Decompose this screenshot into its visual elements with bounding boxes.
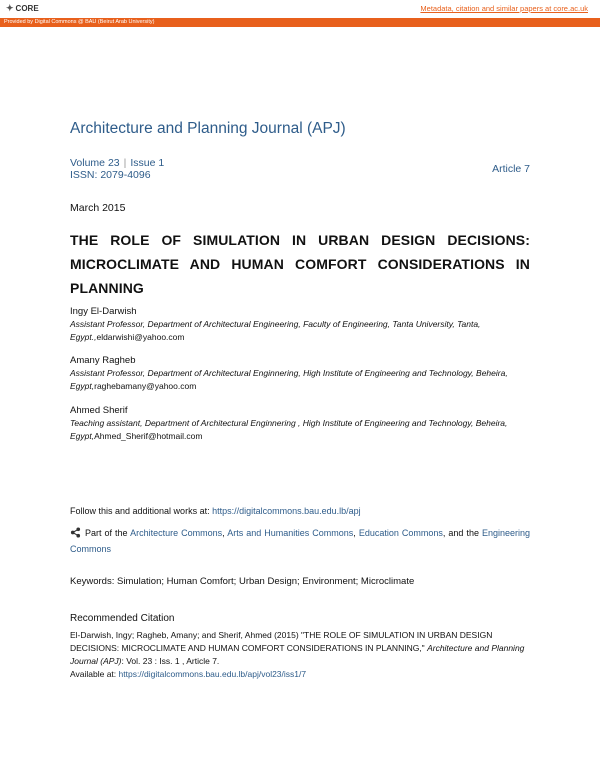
author-affiliation: [70, 367, 530, 393]
core-metadata-link[interactable]: Metadata, citation and similar papers at core.ac.uk: [420, 4, 588, 13]
affiliation-text: Teaching assistant, Department of Architectural Enginnering , High Institute of Engineering and Technology, Beheira, Egypt,: [70, 418, 508, 441]
author-block: [70, 405, 530, 443]
core-logo[interactable]: [6, 3, 39, 14]
follow-text: Follow this and additional works at:: [70, 506, 213, 516]
follow-link[interactable]: https://digitalcommons.bau.edu.lb/apj: [212, 506, 361, 516]
part-of-separator: , and the: [442, 528, 482, 538]
publication-date: March 2015: [70, 202, 126, 214]
keywords-text: Simulation; Human Comfort; Urban Design; Environment; Microclimate: [114, 576, 415, 587]
author-affiliation: [70, 417, 530, 443]
available-label: Available at:: [70, 669, 119, 679]
journal-title[interactable]: Architecture and Planning Journal (APJ): [70, 120, 346, 137]
article-number[interactable]: Article 7: [492, 163, 530, 175]
author-block: [70, 355, 530, 393]
arts-humanities-commons-link[interactable]: Arts and Humanities Commons: [227, 528, 354, 538]
author-affiliation: [70, 318, 530, 344]
engineering-commons-link[interactable]: Engineering Commons: [70, 528, 531, 554]
affiliation-text: Assistant Professor, Department of Architectural Enginnering, High Institute of Engineering and Technology, Beheira, Egypt,: [70, 368, 508, 391]
citation-heading: Recommended Citation: [70, 613, 175, 624]
author-block: [70, 306, 530, 344]
author-email: Ahmed_Sherif@hotmail.com: [94, 431, 203, 441]
affiliation-text: Assistant Professor, Department of Architectural Engineering, Faculty of Engineering, Tanta University, Tanta, Egypt.,: [70, 319, 481, 342]
author-name: Amany Ragheb: [70, 355, 136, 366]
core-logo-label: CORE: [15, 4, 39, 13]
issn-text: ISSN: 2079-4096: [70, 169, 151, 181]
education-commons-link[interactable]: Education Commons: [358, 528, 443, 538]
provider-text: Provided by Digital Commons @ BAU (Beirut Arab University): [4, 19, 155, 25]
core-logo-icon: ✦: [6, 3, 14, 13]
part-of-line: [70, 525, 530, 557]
author-name: Ingy El-Darwish: [70, 306, 137, 317]
architecture-commons-link[interactable]: Architecture Commons: [130, 528, 223, 538]
issue-link[interactable]: Issue 1: [130, 157, 165, 169]
volume-link[interactable]: Volume 23: [70, 157, 120, 169]
share-icon: [70, 527, 81, 538]
citation-body: [70, 629, 530, 681]
paper-title: THE ROLE OF SIMULATION IN URBAN DESIGN DECISIONS: MICROCLIMATE AND HUMAN COMFORT CONSIDERATIONS IN PLANNING: [70, 232, 530, 296]
part-of-separator: ,: [353, 528, 359, 538]
author-name: Ahmed Sherif: [70, 405, 128, 416]
part-of-separator: ,: [222, 528, 228, 538]
citation-volume: : Vol. 23 : Iss. 1 , Article 7.: [121, 656, 220, 666]
volume-separator: |: [123, 157, 127, 169]
keywords-line: [70, 576, 414, 587]
volume-info: [70, 157, 164, 181]
citation-url-link[interactable]: https://digitalcommons.bau.edu.lb/apj/vol23/iss1/7: [118, 669, 307, 679]
author-email: raghebamany@yahoo.com: [94, 381, 197, 391]
part-of-prefix: Part of the: [85, 528, 131, 538]
author-email: eldarwishi@yahoo.com: [96, 332, 185, 342]
keywords-label: Keywords:: [70, 576, 115, 587]
provider-banner: [0, 18, 600, 27]
top-bar: [0, 0, 600, 18]
citation-journal: Architecture and Planning Journal (APJ): [70, 643, 525, 666]
citation-text: El-Darwish, Ingy; Ragheb, Amany; and Sherif, Ahmed (2015) "THE ROLE OF SIMULATION IN URBAN DESIGN DECISIONS: MICROCLIMATE AND HUMAN COMFORT CONSIDERATIONS IN PLANNING,": [70, 630, 493, 653]
follow-line: [70, 506, 361, 516]
